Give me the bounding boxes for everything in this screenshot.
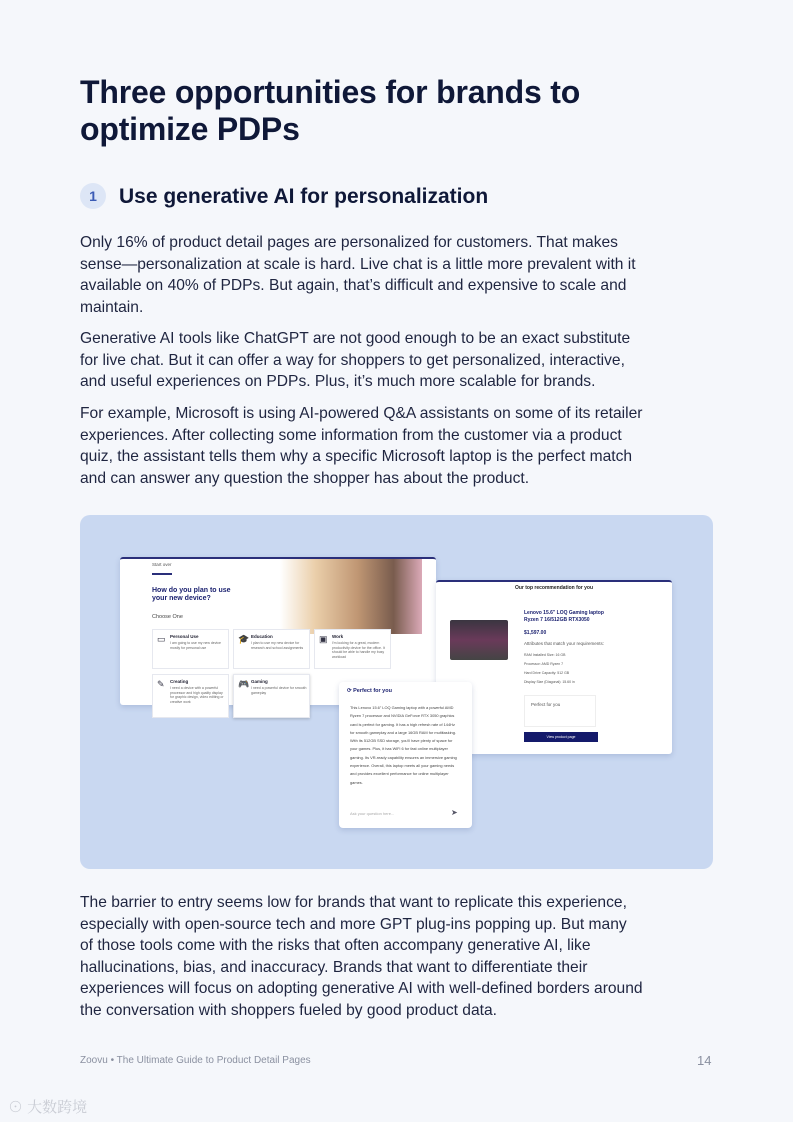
paragraph-4 — [80, 892, 720, 1021]
brush-icon: ✎ — [157, 679, 165, 689]
chat-answer: This Lenovo 15.6" LOQ Gaming laptop with a powerful AMD Ryzen 7 processor and NVIDIA GeForce RTX 3050 graphics card is perfect for gaming. It has a high refresh rate of 144Hz for smooth gameplay and a large 16GB RAM for multitasking. With its 512GB SSD storage, you'll have plenty of space for your games. Plus, it has WiFi 6 for fast online multiplayer gaming. Its VR-ready capability ensures an immersive gaming experience. Overall, this laptop meets all your gaming needs and provides excellent performance for online multiplayer games. — [350, 705, 457, 785]
chat-title — [347, 688, 392, 694]
start-over-link[interactable]: Start over — [152, 562, 172, 567]
line: and can answer any question the shopper has about the product. — [80, 469, 530, 487]
chat-title-text: Perfect for you — [353, 688, 392, 694]
paragraph-3 — [80, 403, 720, 489]
line: and useful experiences on PDPs. Plus, it’s much more scalable for brands. — [80, 373, 596, 390]
paragraph-2 — [80, 328, 720, 393]
line: For example, Microsoft is using AI-powered Q&A assistants on some of its retailer — [80, 405, 643, 422]
line: experiences. After collecting some information from the customer via a product — [80, 426, 622, 444]
sparkle-icon: ⟳ — [347, 688, 354, 694]
attribute: Hard Drive Capacity: 512 GB — [524, 671, 570, 675]
line: of those tools come with the risks that often accompany generative AI, like — [80, 937, 591, 954]
gamepad-icon: 🎮 — [238, 679, 250, 689]
line: hallucinations, bias, and inaccuracy. Brands that want to differentiate their — [80, 958, 588, 976]
option-personal-use[interactable]: ▭ Personal Use I am going to use my new device mostly for personal use — [152, 629, 229, 669]
chat-card — [339, 682, 472, 828]
option-creating[interactable]: ✎ Creating I need a device with a powerful processor and high quality display for graphic design, video editing or creative work — [152, 674, 229, 718]
title-line: optimize PDPs — [80, 111, 300, 147]
people-photo — [280, 559, 422, 634]
attribute: RAM Installed Size: 16 GB — [524, 653, 566, 657]
option-education[interactable]: 🎓 Education I plan to use my new device for research and school assignments — [233, 629, 310, 669]
chat-input[interactable]: Ask your question here... — [350, 811, 395, 816]
line: Generative AI tools like ChatGPT are not good enough to be an exact substitute — [80, 330, 631, 347]
perfect-label: Perfect for you — [531, 702, 561, 707]
attributes-label: Attributes that match your requirements: — [524, 641, 605, 646]
product-name[interactable]: Lenovo 15.6" LOQ Gaming laptop Ryzen 7 16/512GB RTX3050 — [524, 610, 604, 623]
title-line: Three opportunities for brands to — [80, 74, 581, 110]
section-heading: Use generative AI for personalization — [119, 185, 489, 208]
page-number: 14 — [697, 1053, 712, 1068]
graduation-cap-icon: 🎓 — [238, 634, 250, 644]
product-price: $1,597.00 — [524, 630, 547, 636]
option-gaming[interactable]: 🎮 Gaming I need a powerful device for smooth gameplay — [233, 674, 310, 718]
progress-bar — [152, 573, 172, 575]
watermark-text: 大数跨境 — [27, 1099, 88, 1116]
choose-label: Choose One — [152, 614, 183, 620]
line: sense—personalization at scale is hard. Live chat is a little more prevalent with it — [80, 255, 636, 273]
laptop-image — [450, 620, 508, 660]
attribute-list — [524, 651, 575, 687]
section-number-badge: 1 — [80, 183, 106, 209]
send-icon[interactable]: ➤ — [451, 808, 458, 817]
attribute: Processor: AMD Ryzen 7 — [524, 662, 564, 666]
quiz-question: How do you plan to use your new device? — [152, 587, 231, 602]
watermark-logo — [8, 1096, 87, 1117]
product-quiz-illustration — [80, 515, 713, 869]
view-product-button[interactable]: View product page — [524, 732, 598, 742]
recommendation-header: Our top recommendation for you — [514, 585, 594, 591]
line: Only 16% of product detail pages are personalized for customers. That makes — [80, 234, 618, 251]
line: quiz, the assistant tells them why a specific Microsoft laptop is the perfect match — [80, 448, 633, 465]
line: the conversation with shoppers fueled by good product data. — [80, 1001, 497, 1019]
line: experiences will focus on adopting generative AI with well-defined borders around — [80, 980, 643, 997]
line: for live chat. But it can offer a way for shoppers to get personalized, interactive, — [80, 351, 625, 369]
footer-text: Zoovu • The Ultimate Guide to Product Detail Pages — [80, 1055, 311, 1066]
line: especially with open-source tech and more GPT plug-ins popping up. But many — [80, 915, 627, 933]
line: maintain. — [80, 298, 144, 316]
line: available on 40% of PDPs. But again, that’s difficult and expensive to scale and — [80, 277, 627, 294]
page-title — [80, 74, 580, 148]
attribute: Display Size (Diagonal): 15.60 in — [524, 680, 575, 684]
watermark-icon: ⊙ — [8, 1099, 28, 1116]
paragraph-1 — [80, 232, 720, 318]
laptop-icon: ▭ — [157, 634, 166, 644]
work-icon: ▣ — [319, 634, 328, 644]
line: The barrier to entry seems low for brands that want to replicate this experience, — [80, 894, 627, 911]
perfect-for-you-box — [524, 695, 596, 727]
option-work[interactable]: ▣ Work I'm looking for a great, modern productivity device for the office. It should be able to handle my busy workload — [314, 629, 391, 669]
